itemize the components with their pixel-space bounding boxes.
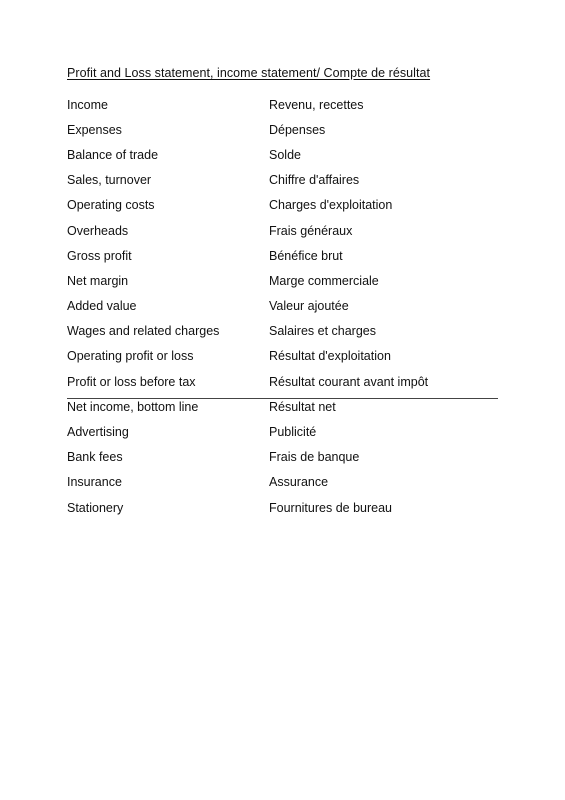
glossary-row: [67, 294, 507, 319]
french-term: Publicité: [269, 425, 317, 440]
glossary-row: [67, 243, 507, 268]
french-term: Charges d'exploitation: [269, 198, 393, 213]
french-term: Salaires et charges: [269, 324, 377, 339]
glossary-row: [67, 117, 507, 142]
glossary-row: [67, 369, 507, 394]
glossary-row: [67, 319, 507, 344]
english-term: Gross profit: [67, 248, 132, 263]
english-term: Operating costs: [67, 198, 155, 213]
glossary-row: [67, 419, 507, 444]
french-term: Frais généraux: [269, 223, 353, 238]
glossary-row: [67, 92, 507, 117]
english-term: Income: [67, 97, 108, 112]
french-term: Résultat net: [269, 399, 336, 414]
english-term: Balance of trade: [67, 147, 159, 162]
glossary-row: [67, 344, 507, 369]
english-term: Sales, turnover: [67, 173, 152, 188]
english-term: Wages and related charges: [67, 324, 220, 339]
glossary-row: [67, 268, 507, 293]
french-term: Bénéfice brut: [269, 248, 343, 263]
glossary-table: [67, 92, 507, 520]
french-term: Fournitures de bureau: [269, 500, 392, 515]
english-term: Stationery: [67, 500, 124, 515]
english-term: Operating profit or loss: [67, 349, 194, 364]
glossary-row: [67, 445, 507, 470]
document-title: Profit and Loss statement, income statement/ Compte de résultat: [67, 66, 431, 80]
english-term: Profit or loss before tax: [67, 374, 196, 389]
english-term: Expenses: [67, 122, 122, 137]
french-term: Valeur ajoutée: [269, 299, 349, 314]
french-term: Chiffre d'affaires: [269, 173, 360, 188]
french-term: Revenu, recettes: [269, 97, 364, 112]
glossary-row: [67, 193, 507, 218]
french-term: Frais de banque: [269, 450, 360, 465]
english-term: Overheads: [67, 223, 129, 238]
glossary-row: [67, 470, 507, 495]
french-term: Dépenses: [269, 122, 326, 137]
glossary-row: [67, 495, 507, 520]
english-term: Advertising: [67, 425, 129, 440]
french-term: Solde: [269, 147, 301, 162]
english-term: Net income, bottom line: [67, 399, 199, 414]
english-term: Insurance: [67, 475, 122, 490]
english-term: Net margin: [67, 273, 129, 288]
english-term: Added value: [67, 299, 137, 314]
glossary-row: [67, 168, 507, 193]
french-term: Résultat d'exploitation: [269, 349, 391, 364]
french-term: Marge commerciale: [269, 273, 379, 288]
glossary-row: [67, 142, 507, 167]
english-term: Bank fees: [67, 450, 123, 465]
french-term: Résultat courant avant impôt: [269, 374, 429, 389]
horizontal-rule: [67, 398, 498, 399]
glossary-row: [67, 218, 507, 243]
french-term: Assurance: [269, 475, 329, 490]
